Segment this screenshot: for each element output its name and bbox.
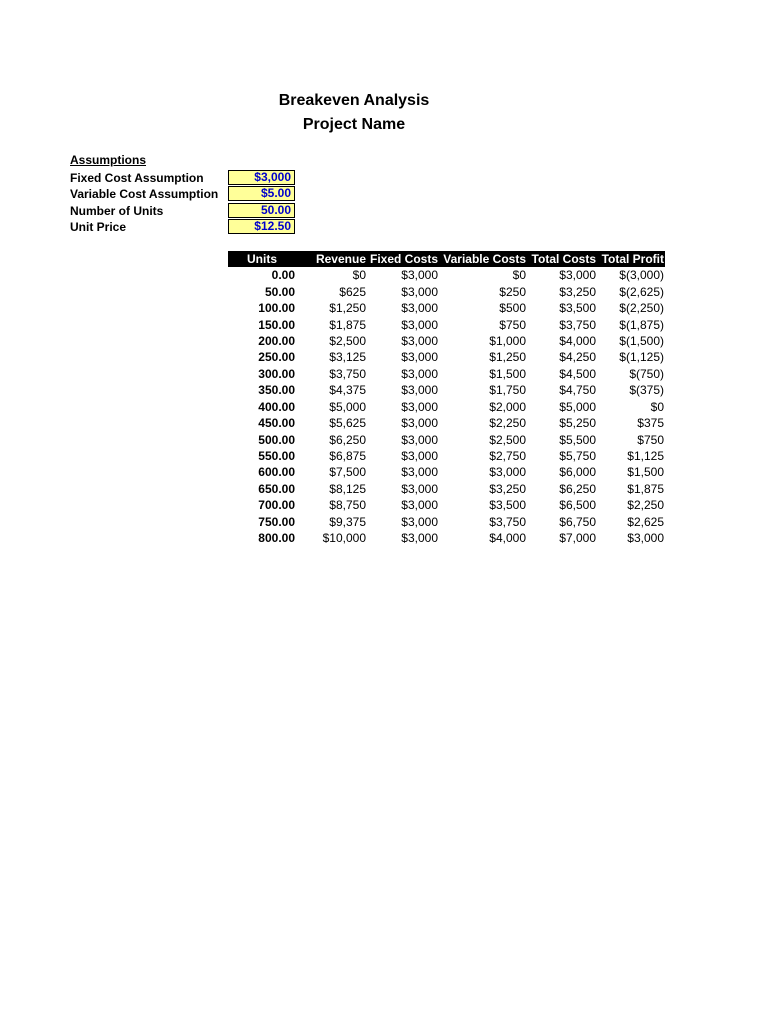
col-header-fixed-costs: Fixed Costs [367,251,439,267]
cell-variable-costs: $1,000 [489,333,526,348]
cell-variable-costs: $2,250 [489,416,526,431]
cell-units: 0.00 [271,268,295,283]
cell-total-costs: $6,750 [559,514,596,529]
cell-units: 800.00 [258,531,295,546]
table-row [228,431,665,447]
page-title: Breakeven Analysis [278,92,430,109]
cell-units: 650.00 [258,481,295,496]
cell-units: 50.00 [264,284,295,299]
cell-revenue: $6,250 [329,432,366,447]
cell-units: 350.00 [258,383,295,398]
cell-total-costs: $6,000 [559,465,596,480]
cell-revenue: $7,500 [329,465,366,480]
cell-fixed-costs: $3,000 [401,383,438,398]
cell-total-costs: $3,750 [559,317,596,332]
assumption-label: Variable Cost Assumption [70,187,219,202]
cell-total-costs: $4,250 [559,350,596,365]
variable-cost-input[interactable]: $5.00 [228,186,295,201]
table-row [228,415,665,431]
table-row [228,448,665,464]
cell-total-costs: $4,750 [559,383,596,398]
cell-total-profit: $3,000 [627,531,664,546]
cell-total-costs: $6,500 [559,498,596,513]
cell-total-profit: $(750) [629,366,664,381]
table-row [228,267,665,283]
number-of-units-input[interactable]: 50.00 [228,203,295,218]
cell-variable-costs: $2,000 [489,399,526,414]
cell-fixed-costs: $3,000 [401,366,438,381]
cell-total-costs: $4,000 [559,333,596,348]
cell-revenue: $1,875 [329,317,366,332]
table-row [228,514,665,530]
cell-revenue: $5,000 [329,399,366,414]
cell-total-costs: $5,250 [559,416,596,431]
cell-variable-costs: $1,750 [489,383,526,398]
col-header-total-profit: Total Profit [597,251,665,267]
col-header-revenue: Revenue [298,251,367,267]
project-name: Project Name [302,116,406,133]
table-row [228,382,665,398]
fixed-cost-input[interactable]: $3,000 [228,170,295,185]
cell-total-costs: $5,500 [559,432,596,447]
cell-total-profit: $0 [650,399,664,414]
cell-revenue: $8,125 [329,481,366,496]
cell-variable-costs: $1,250 [489,350,526,365]
assumption-label: Unit Price [70,219,127,234]
cell-units: 150.00 [258,317,295,332]
table-row [228,333,665,349]
table-row [228,366,665,382]
cell-variable-costs: $3,500 [489,498,526,513]
assumptions-heading: Assumptions [70,153,147,167]
cell-total-costs: $3,000 [559,268,596,283]
cell-variable-costs: $750 [499,317,526,332]
cell-units: 250.00 [258,350,295,365]
cell-revenue: $3,125 [329,350,366,365]
col-header-variable-costs: Variable Costs [439,251,527,267]
cell-revenue: $1,250 [329,301,366,316]
cell-revenue: $625 [339,284,366,299]
cell-fixed-costs: $3,000 [401,268,438,283]
unit-price-input[interactable]: $12.50 [228,219,295,234]
cell-units: 700.00 [258,498,295,513]
cell-fixed-costs: $3,000 [401,498,438,513]
table-row [228,497,665,513]
cell-revenue: $4,375 [329,383,366,398]
cell-fixed-costs: $3,000 [401,317,438,332]
table-row [228,481,665,497]
cell-fixed-costs: $3,000 [401,284,438,299]
col-header-total-costs: Total Costs [527,251,597,267]
cell-total-profit: $2,625 [627,514,664,529]
cell-total-profit: $(3,000) [619,268,664,283]
cell-variable-costs: $500 [499,301,526,316]
cell-variable-costs: $3,000 [489,465,526,480]
cell-total-profit: $750 [637,432,664,447]
cell-units: 200.00 [258,333,295,348]
cell-total-costs: $5,000 [559,399,596,414]
cell-revenue: $8,750 [329,498,366,513]
table-header-row [228,251,665,267]
cell-fixed-costs: $3,000 [401,481,438,496]
assumption-label: Fixed Cost Assumption [70,171,204,185]
cell-units: 100.00 [258,301,295,316]
cell-total-profit: $(1,500) [619,333,664,348]
cell-revenue: $2,500 [329,333,366,348]
cell-revenue: $0 [352,268,366,283]
assumption-label: Number of Units [70,203,164,218]
cell-total-profit: $(1,875) [619,317,664,332]
table-body [228,267,665,546]
cell-units: 300.00 [258,366,295,381]
table-row [228,316,665,332]
cell-fixed-costs: $3,000 [401,301,438,316]
breakeven-table [228,251,665,546]
cell-units: 550.00 [258,449,295,464]
cell-total-costs: $3,500 [559,301,596,316]
table-row [228,399,665,415]
cell-total-profit: $375 [637,416,664,431]
cell-fixed-costs: $3,000 [401,333,438,348]
cell-total-profit: $(375) [629,383,664,398]
cell-units: 600.00 [258,465,295,480]
table-row [228,464,665,480]
cell-total-costs: $4,500 [559,366,596,381]
cell-variable-costs: $0 [512,268,526,283]
cell-variable-costs: $3,750 [489,514,526,529]
cell-fixed-costs: $3,000 [401,514,438,529]
cell-total-costs: $3,250 [559,284,596,299]
cell-total-profit: $1,500 [627,465,664,480]
cell-total-costs: $7,000 [559,531,596,546]
table-row [228,530,665,546]
cell-revenue: $3,750 [329,366,366,381]
table-row [228,349,665,365]
col-header-units: Units [228,251,298,267]
cell-units: 450.00 [258,416,295,431]
cell-total-profit: $1,875 [627,481,664,496]
table-row [228,283,665,299]
cell-total-profit: $2,250 [627,498,664,513]
cell-variable-costs: $1,500 [489,366,526,381]
cell-total-costs: $6,250 [559,481,596,496]
cell-revenue: $9,375 [329,514,366,529]
cell-variable-costs: $4,000 [489,531,526,546]
cell-fixed-costs: $3,000 [401,449,438,464]
cell-revenue: $6,875 [329,449,366,464]
cell-fixed-costs: $3,000 [401,416,438,431]
cell-variable-costs: $2,500 [489,432,526,447]
cell-total-costs: $5,750 [559,449,596,464]
cell-units: 500.00 [258,432,295,447]
cell-variable-costs: $3,250 [489,481,526,496]
cell-revenue: $10,000 [322,531,366,546]
cell-revenue: $5,625 [329,416,366,431]
cell-fixed-costs: $3,000 [401,432,438,447]
table-row [228,300,665,316]
cell-total-profit: $(2,250) [619,301,664,316]
cell-total-profit: $(1,125) [619,350,664,365]
cell-variable-costs: $2,750 [489,449,526,464]
cell-fixed-costs: $3,000 [401,399,438,414]
cell-fixed-costs: $3,000 [401,531,438,546]
cell-units: 400.00 [258,399,295,414]
cell-units: 750.00 [258,514,295,529]
cell-total-profit: $1,125 [627,449,664,464]
cell-fixed-costs: $3,000 [401,465,438,480]
cell-variable-costs: $250 [499,284,526,299]
cell-total-profit: $(2,625) [619,284,664,299]
cell-fixed-costs: $3,000 [401,350,438,365]
